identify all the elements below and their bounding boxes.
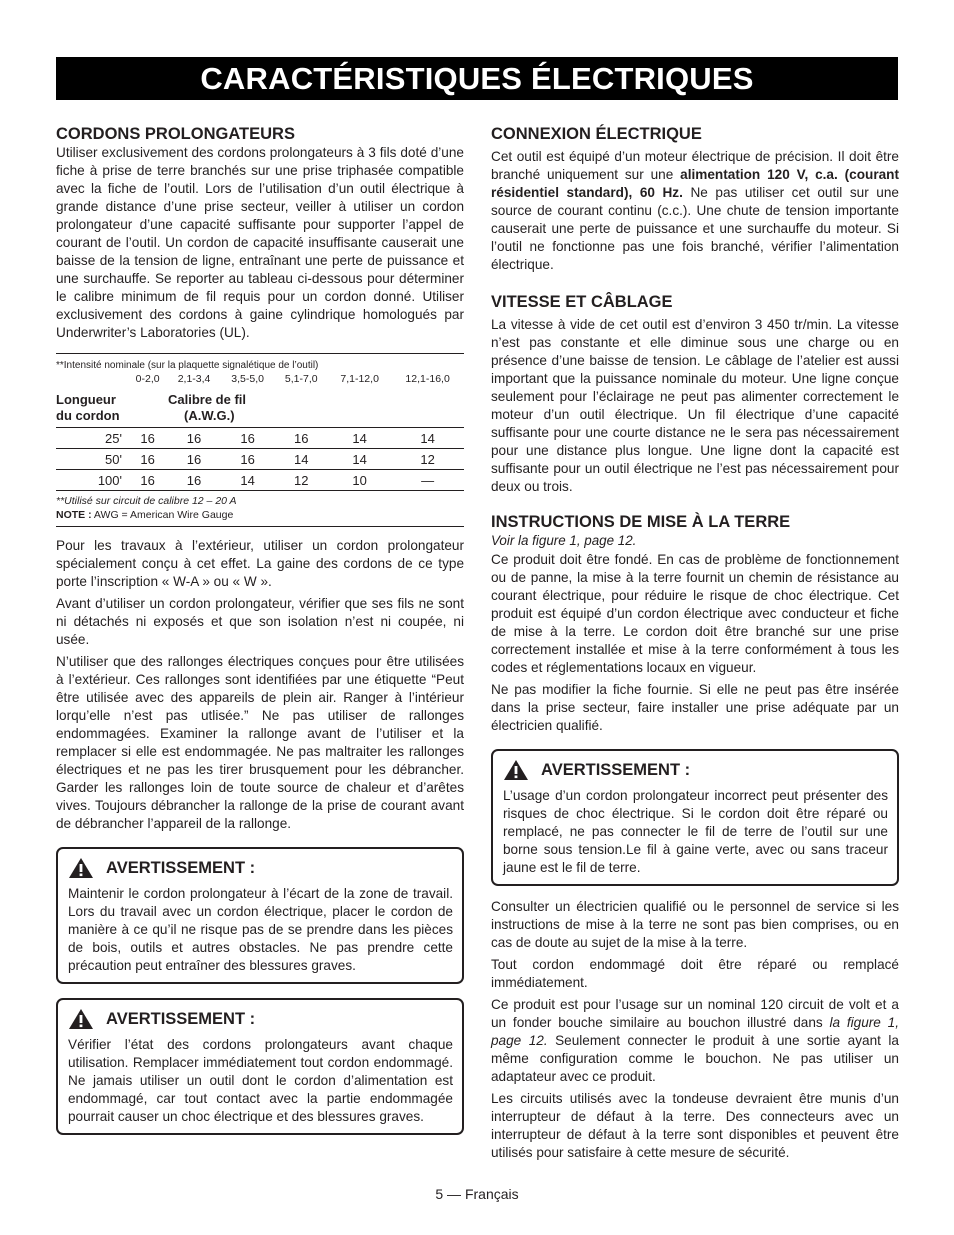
gauge-cell: 14 [221, 470, 275, 491]
gauge-cell: 14 [328, 428, 391, 449]
amp-range: 2,1-3,4 [177, 373, 211, 385]
gauge-cell: 16 [167, 470, 221, 491]
section-cordons [56, 124, 464, 833]
warning-box-3 [491, 749, 899, 886]
awg-note: AWG = American Wire Gauge [91, 509, 234, 521]
warning-triangle-icon [68, 857, 94, 879]
section-heading-connexion: CONNEXION ÉLECTRIQUE [491, 125, 702, 143]
vitesse-paragraph: La vitesse à vide de cet outil est d’environ 3 450 tr/min. La vitesse n’est pas constante et elle diminue sous une charge ou en présence d’une baisse de tension. Le câblage de l’atelier est aussi important que la puissance nominale du moteur. Une ligne conçue seulement pour l’éclairage ne peut pas alimenter correctement le moteur d’un outil électrique. Un fil électrique d’une capacité suffisante pour une courte distance ne le sera pas nécessairement pour une distance plus longue. Une ligne dont la capacité est suffisante pour un outil électrique ne l’est pas nécessairement pour deux ou trois. [491, 317, 899, 494]
after-paragraph-3: Ce produit est pour l’usage sur un nominal 120 circuit de volt et a un fonder bouche similaire au bouchon illustré dans la figure 1, page 12. Seulement connecter le produit à une sortie ayant la même configuration comme le bouchon. Ne pas utiliser un adaptateur avec ce produit. [491, 997, 899, 1084]
gauge-cell: 12 [391, 449, 464, 470]
cord-length-cell: 100' [56, 470, 128, 491]
amp-range: 5,1-7,0 [284, 373, 318, 385]
figure-reference: Voir la figure 1, page 12. [491, 533, 637, 548]
cordons-paragraph-2: Pour les travaux à l’extérieur, utiliser un cordon prolongateur spécialement conçu à cet effet. La gaine des cordons de ce type porte l’inscription « W-A » ou « W ». [56, 538, 464, 589]
amp-row [56, 373, 464, 392]
section-terre [491, 512, 899, 735]
table-row [56, 470, 464, 491]
after-paragraph-4: Les circuits utilisés avec la tondeuse devraient être munis d’un interrupteur de défaut à la terre. Des connecteurs avec un interrupteur de défaut à la terre sont disponibles et peuvent être utilisés pour satisfaire à cette mesure de sécurité. [491, 1091, 899, 1160]
connexion-paragraph: Cet outil est équipé d’un moteur électrique de précision. Il doit être branché uniquement sur une alimentation 120 V, c.a. (courant résidentiel standard), 60 Hz. Ne pas utiliser cet outil sur une source de courant continu (c.c.). Une chute de tension importante causerait une perte de puissance et une surchauffe du moteur. Si l’outil ne fonctionne pas une fois branché, vérifier l’alimentation électrique. [491, 149, 899, 272]
warning-title-2: AVERTISSEMENT : [68, 1008, 453, 1030]
header-cord-length: Longueur du cordon [56, 392, 128, 428]
warning-triangle-icon [68, 1008, 94, 1030]
section-heading-vitesse: VITESSE ET CÂBLAGE [491, 293, 673, 311]
amp-range: 3,5-5,0 [231, 373, 264, 385]
extension-cord-table [56, 353, 464, 491]
terre-paragraph-1: Ce produit doit être fondé. En cas de problème de fonctionnement ou de panne, la mise à la terre fournit un chemin de résistance au courant électrique, pour réduire le risque de choc électrique. Cet produit est équipé d’un cordon électrique avec conducteur et fiche de mise à la terre. Le cordon doit être branché sur une prise correctement installée et mise à la terre conformément à tous les codes et réglementations locaux en vigueur. [491, 552, 899, 675]
gauge-cell: 10 [328, 470, 391, 491]
terre-paragraph-2: Ne pas modifier la fiche fournie. Si elle ne peut pas être insérée dans la prise secteur, faire installer une prise adéquate par un électricien qualifié. [491, 682, 899, 733]
amp-range: 7,1-12,0 [340, 373, 379, 385]
gauge-cell: 16 [128, 449, 167, 470]
gauge-cell: 16 [221, 449, 275, 470]
cord-length-cell: 25' [56, 428, 128, 449]
warning-title-3: AVERTISSEMENT : [503, 759, 888, 781]
right-column [491, 124, 899, 1162]
table-row [56, 449, 464, 470]
warning-box-1 [56, 847, 464, 984]
cordons-paragraph-1: Utiliser exclusivement des cordons prolongateurs à 3 fils doté d’une fiche à prise de terre branchés sur une prise triphasée compatible avec la fiche de l’outil. Lors de l’utilisation d’un outil électrique à grande distance d’une prise secteur, veiller à utiliser un cordon prolongateur d’une capacité suffisante pour supporter l’appel de courant de l’outil. Un cordon de capacité insuffisante causerait une baisse de la tension de ligne, entraînant une perte de puissance et une surchauffe. Se reporter au tableau ci-dessous pour déterminer le calibre minimum de fil requis pour un cordon donné. Utiliser exclusivement des cordons à gaine cylindrique homologués par Underwriter’s Laboratories (UL). [56, 145, 464, 340]
cordons-paragraph-3: Avant d’utiliser un cordon prolongateur, vérifier que ses fils ne sont ni détachés ni exposés et que son isolation n’est ni coupée, ni usée. [56, 596, 464, 647]
section-vitesse [491, 292, 899, 496]
warning-triangle-icon [503, 759, 529, 781]
circuit-note: **Utilisé sur circuit de calibre 12 – 20 A [56, 495, 237, 507]
after-paragraph-1: Consulter un électricien qualifié ou le personnel de service si les instructions de mise à la terre ne sont pas bien comprises, ou en cas de doute au sujet de la mise à la terre. [491, 899, 899, 950]
gauge-cell: 12 [274, 470, 328, 491]
gauge-cell: 16 [274, 428, 328, 449]
gauge-cell: — [391, 470, 464, 491]
gauge-cell: 14 [274, 449, 328, 470]
gauge-cell: 16 [128, 428, 167, 449]
warning-title-1: AVERTISSEMENT : [68, 857, 453, 879]
warning-text-2: Vérifier l’état des cordons prolongateurs avant chaque utilisation. Remplacer immédiatement tout cordon endommagé. Ne jamais utiliser un outil dont le cordon d’alimentation est endommagé, car tout contact avec la partie endommagée pourrait causer un choc électrique et des blessures graves. [68, 1037, 453, 1124]
note-label: NOTE : [56, 509, 92, 521]
warning-box-2 [56, 998, 464, 1135]
left-column [56, 124, 464, 1135]
table-row [56, 428, 464, 449]
warning-text-3: L’usage d’un cordon prolongateur incorrect peut présenter des risques de choc électrique. Si le cordon doit être réparé ou remplacé, ne pas connecter le fil de terre de l’outil sur une borne sous tension.Le fil à gaine verte, avec ou sans traceur jaune est le fil de terre. [503, 788, 888, 875]
gauge-cell: 14 [391, 428, 464, 449]
section-heading-terre: INSTRUCTIONS DE MISE À LA TERRE [491, 513, 791, 531]
cord-length-cell: 50' [56, 449, 128, 470]
gauge-cell: 16 [128, 470, 167, 491]
section-connexion [491, 124, 899, 274]
gauge-cell: 14 [328, 449, 391, 470]
table-footnote [56, 494, 464, 527]
gauge-cell: 16 [167, 428, 221, 449]
table-header-row [56, 392, 464, 428]
amp-range: 0-2,0 [135, 373, 160, 385]
header-wire-gauge: Calibre de fil (A.W.G.) [128, 392, 464, 428]
after-paragraph-2: Tout cordon endommagé doit être réparé ou remplacé immédiatement. [491, 957, 899, 990]
page-footer: 5 — Français [435, 1186, 519, 1202]
page-title-banner: CARACTÉRISTIQUES ÉLECTRIQUES [56, 57, 898, 100]
cordons-paragraph-4: N’utiliser que des rallonges électriques conçues pour être utilisées à l’extérieur. Ces rallonges sont identifiées par une étiquette “Peut être utilisée avec des appareils de plein air. Ranger à l’intérieur lorqu’elle n’est pas utlisée.” Ne pas utiliser de rallonges endommagées. Examiner la rallonge avant de l’utiliser et la remplacer si elle est endommagée. Ne pas maltraiter les rallonges électriques et ne pas les tirer brusquement pour les débrancher. Garder les rallonges loin de toute source de chaleur et d’arêtes vives. Toujours débrancher la rallonge de la prise de courant avant de débrancher l’appareil de la rallonge. [56, 654, 464, 831]
gauge-cell: 16 [167, 449, 221, 470]
section-after [491, 898, 899, 1162]
gauge-cell: 16 [221, 428, 275, 449]
amp-range: 12,1-16,0 [405, 373, 450, 385]
amp-rating-note: **Intensité nominale (sur la plaquette signalétique de l’outil) [56, 360, 319, 371]
warning-text-1: Maintenir le cordon prolongateur à l’écart de la zone de travail. Lors du travail avec un cordon électrique, placer le cordon de manière à ce qu’il ne risque pas de se prendre dans les pièces de bois, outils et autres obstacles. Ne pas prendre cette précaution peut entraîner des blessures graves. [68, 886, 453, 973]
section-heading-cordons: CORDONS PROLONGATEURS [56, 125, 295, 143]
